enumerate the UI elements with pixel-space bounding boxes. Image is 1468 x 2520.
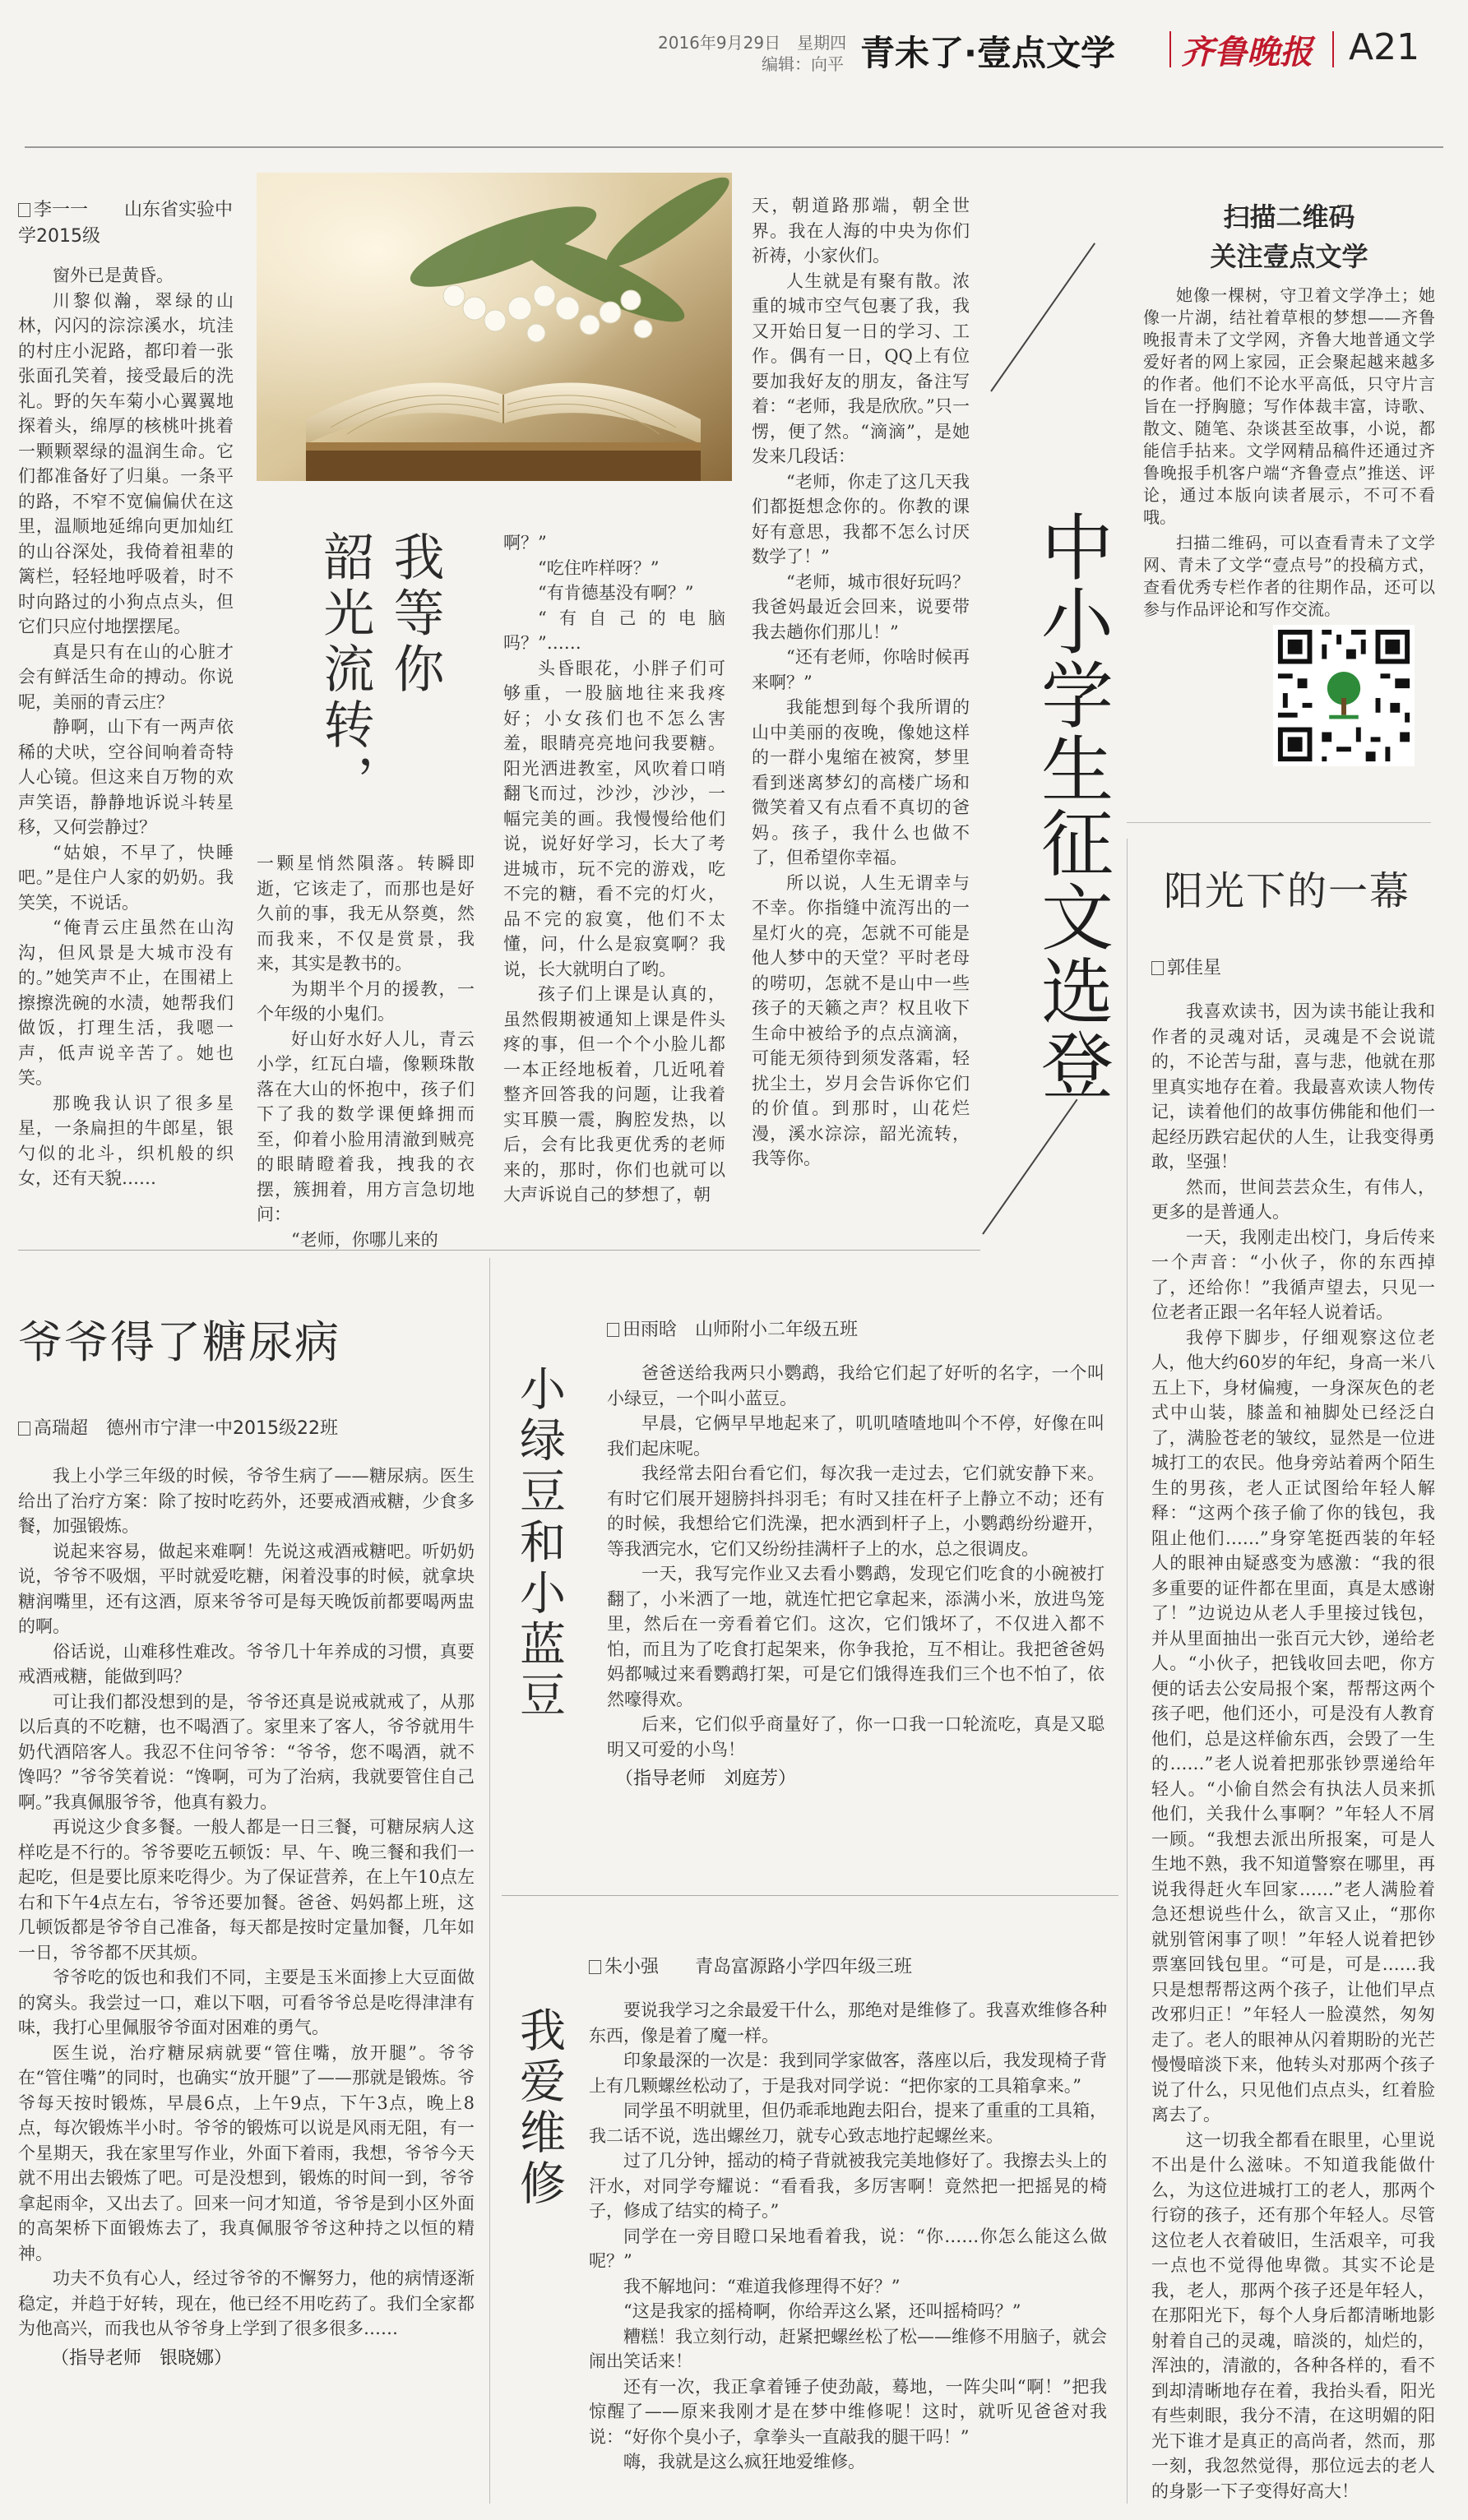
divider-a1-bottom [18,1250,980,1251]
header-divider [1169,31,1171,67]
paragraph: 印象最深的一次是：我到同学家做客，落座以后，我发现椅子背上有几颗螺丝松动了，于是我对同学说：“把你家的工具箱拿来。” [589,2051,1107,2096]
article2-teacher: （指导老师 银晓娜） [51,2347,233,2369]
divider-right-col [1127,839,1128,2504]
page-header [0,0,1468,86]
paragraph: “老师，城市很好玩吗？我爸妈最近会回来，说要带我去趟你们那儿！” [752,571,970,642]
article3-body [607,1361,1104,1792]
divider-a3-bottom [502,1895,1118,1896]
page-number: A21 [1349,26,1420,68]
article5-title: 阳光下的一幕 [1164,868,1411,914]
qr-instructions: 扫描二维码，可以查看青未了文学网、青未了文学“壹点号”的投稿方式，查看优秀专栏作者的往期作品，还可以参与作品评论和写作交流。 [1143,533,1435,619]
section-title: 青未了·壹点文学 [860,33,1115,73]
paragraph: 过了几分钟，摇动的椅子背就被我完美地修好了。我擦去头上的汗水，对同学夸耀说：“看看我，多厉害啊！竟然把一把摇晃的椅子，修成了结实的椅子。” [589,2151,1107,2221]
paragraph: 头昏眼花，小胖子们可够重，一股脑地往来我疼好；小女孩们也不怎么害羞，眼睛亮亮地问我要糖。阳光洒进教室，风吹着口哨翻飞而过，沙沙，沙沙，一幅完美的画。我慢慢给他们说，说好好学习，长大了考进城市，玩不完的游戏，吃不完的糖，看不完的灯火，品不完的寂寞，他们不太懂，问，什么是寂寞啊？我说，长大就明白了哟。 [503,658,725,979]
paragraph: 好山好水好人儿，青云小学，红瓦白墙，像颗珠散落在大山的怀抱中，孩子们下了我的数学课便蜂拥而至，仰着小脸用清澈到贼亮的眼睛瞪着我，拽我的衣摆，簇拥着，用方言急切地问： [257,1029,475,1224]
article1-col4 [752,193,970,1172]
paragraph: 早晨，它俩早早地起来了，叽叽喳喳地叫个不停，好像在叫我们起床呢。 [607,1413,1104,1459]
paragraph: 窗外已是黄昏。 [53,266,174,285]
header-divider-2 [1332,31,1334,67]
paragraph: “老师，你哪儿来的 [291,1229,438,1250]
paragraph: 俗话说，山难移性难改。爷爷几十年养成的习惯，真要戒酒戒糖，能做到吗？ [18,1641,475,1686]
divider-a2-right [489,1258,490,2504]
byline-box-icon [589,1960,601,1974]
byline-box-icon [1151,961,1164,975]
paragraph: 我不解地问：“难道我修理得不好？” [623,2276,901,2296]
paragraph: “这是我家的摇椅啊，你给弄这么紧，还叫摇椅吗？” [623,2301,1021,2321]
paragraph: 同学虽不明就里，但仍乖乖地跑去阳台，提来了重重的工具箱，我二话不说，选出螺丝刀，就专心致志地拧起螺丝来。 [589,2101,1107,2146]
qr-heading-2: 关注壹点文学 [1210,241,1368,272]
header-editor: 编辑：向平 [762,54,844,74]
paragraph: 糟糕！我立刻行动，赶紧把螺丝松了松——维修不用脑子，就会闹出笑话来！ [589,2326,1107,2371]
paragraph: 我喜欢读书，因为读书能让我和作者的灵魂对话，灵魂是不会说谎的，不论苦与甜，喜与悲，他就在那里真实地存在着。我最喜欢读人物传记，读着他们的故事仿佛能和他们一起经历跌宕起伏的人生，让我变得勇敢，坚强！ [1151,1001,1435,1172]
banner-slash-top [990,243,1095,391]
paragraph: 说起来容易，做起来难啊！先说这戒酒戒糖吧。听奶奶说，爷爷不吸烟，平时就爱吃糖，闲着没事的时候，就拿块糖润嘴里，还有这酒，原来爷爷可是每天晚饭前都要喝两盅的啊。 [18,1541,475,1636]
paragraph: 医生说，治疗糖尿病就要“管住嘴，放开腿”。爷爷在“管住嘴”的同时，也确实“放开腿”了——那就是锻炼。爷爷每天按时锻炼，早晨6点，上午9点，下午3点，晚上8点，每次锻炼半小时。爷爷的锻炼可以说是风雨无阻，有一个星期天，我在家里写作业，外面下着雨，我想，爷爷今天就不用出去锻炼了吧。可是没想到，锻炼的时间一到，爷爷拿起雨伞，又出去了。回来一问才知道，爷爷是到小区外面的高架桥下面锻炼去了，我真佩服爷爷这种持之以恒的精神。 [18,2042,475,2263]
paragraph: 功夫不负有心人，经过爷爷的不懈努力，他的病情逐渐稳定，并趋于好转，现在，他已经不用吃药了。我们全家都为他高兴，而我也从爷爷身上学到了很多很多…… [18,2268,475,2338]
qr-box-rule [1127,822,1431,823]
byline-box-icon [18,1422,30,1436]
paragraph: 真是只有在山的心脏才会有鲜活生命的搏动。你说呢，美丽的青云庄？ [18,641,234,712]
article1-author: 李一一 山东省实验中学2015级 [18,200,234,247]
paragraph: 人生就是有聚有散。浓重的城市空气包裹了我，我又开始日复一日的学习、工作。偶有一日，QQ上有位要加我好友的朋友，备注写着：“老师，我是欣欣。”只一愣，便了然。“滴滴”，是她发来几段话： [752,270,970,466]
paragraph: “俺青云庄虽然在山沟沟，但风景是大城市没有的。”她笑声不止，在围裙上擦擦洗碗的水渍，她帮我们做饭，打理生活，我嗯一声，低声说辛苦了。她也笑。 [18,918,234,1088]
paragraph: “还有老师，你啥时候再来啊？” [752,647,970,692]
paragraph: 这一切我全都看在眼里，心里说不出是什么滋味。不知道我能做什么，为这位进城打工的老人，那两个行窃的孩子，还有那个年轻人。尽管这位老人衣着破旧，生活艰辛，可我一点也不觉得他卑微。其实不论是我，老人，那两个孩子还是年轻人，在那阳光下，每个人身后都清晰地影射着自己的灵魂，暗淡的，灿烂的，浑浊的，清澈的，各种各样的，看不到却清晰地存在着，我抬头看，阳光有些刺眼，我分不清，在这明媚的阳光下谁才是真正的高尚者，然而，那一刻，我忽然觉得，那位远去的老人的身影一下子变得好高大！ [1151,2129,1435,2501]
article2-author: 高瑞超 德州市宁津一中2015级22班 [18,1414,338,1440]
qr-heading-1: 扫描二维码 [1223,201,1355,233]
article4-title: 我爱维修 [512,2006,566,2210]
byline-box-icon [18,203,30,217]
paragraph: 然而，世间芸芸众生，有伟人，更多的是普通人。 [1151,1177,1435,1222]
article1-col1 [18,263,234,1191]
qr-code-icon[interactable] [1273,625,1415,766]
paragraph: “吃住咋样呀？” [538,557,660,578]
paragraph: 可让我们都没想到的是，爷爷还真是说戒就戒了，从那以后真的不吃糖，也不喝酒了。家里来了客人，爷爷就用牛奶代酒陪客人。我忍不住问爷爷：“爷爷，您不喝酒，就不馋吗？”爷爷笑着说：“馋啊，可为了治病，我就要管住自己啊。”我真佩服爷爷，他真有毅力。 [18,1691,475,1812]
paragraph: “姑娘，不早了，快睡吧。”是住户人家的奶奶。我笑笑，不说话。 [18,842,234,913]
paragraph: 我停下脚步，仔细观察这位老人，他大约60岁的年纪，身高一米八五上下，身材偏瘦，一身深灰色的老式中山装，膝盖和袖脚处已经泛白了，满脸苍老的皱纹，显然是一位进城打工的农民。他身旁站着两个陌生生的男孩，老人正试图给年轻人解释：“这两个孩子偷了你的钱包，我阻止他们……”身穿笔挺西装的年轻人的眼神由疑惑变为感激：“我的很多重要的证件都在里面，真是太感谢了！”边说边从老人手里接过钱包，并从里面抽出一张百元大钞，递给老人。“小伙子，把钱收回去吧，你方便的话去公安局报个案，帮帮这两个孩子吧，他们还小，可是没有人教育他们，总是这样偷东西，会毁了一生的……”老人说着把那张钞票递给年轻人。“小偷自然会有执法人员来抓他们，关我什么事啊？”年轻人不屑一顾。“我想去派出所报案，可是人生地不熟，我不知道警察在哪里，再说我得赶火车回家……”老人满脸着急还想说些什么，欲言又止，“那你就别管闲事了呗！”年轻人说着把钞票塞回钱包里。“可是，可是……我只是想帮帮这两个孩子，让他们早点改邪归正！”年轻人一脸漠然，匆匆走了。老人的眼神从闪着期盼的光芒慢慢暗淡下来，他转头对那两个孩子说了什么，只见他们点点头，红着脸离去了。 [1151,1327,1435,2125]
article1-col2 [257,851,475,1252]
paragraph: 静啊，山下有一两声依稀的犬吠，空谷间响着奇特人心镜。但这来自万物的欢声笑语，静静地诉说斗转星移，又何尝静过？ [18,717,234,837]
paragraph: 我经常去阳台看它们，每次我一走过去，它们就安静下来。有时它们展开翅膀抖抖羽毛；有时又挂在杆子上静立不动；还有的时候，我想给它们洗澡，把水洒到杆子上，小鹦鹉纷纷避开，等我洒完水，它们又纷纷挂满杆子上的水，总之很调皮。 [607,1463,1104,1559]
header-rule [25,146,1443,148]
paragraph: 为期半个月的援教，一个年级的小鬼们。 [257,978,475,1024]
paragraph: 所以说，人生无谓幸与不幸。你指缝中流泻出的一星灯火的亮，怎就不可能是他人梦中的天堂？平时老母的唠叨，怎就不是山中一些孩子的天籁之声？权且收下生命中被给予的点点滴滴，可能无须待到须发落霜，轻扰尘土，岁月会告诉你它们的价值。到那时，山花烂漫，溪水淙淙，韶光流转，我等你。 [752,872,970,1168]
paragraph: 一颗星悄然隕落。转瞬即逝，它该走了，而那也是好久前的事，我无从祭奠，然而我来，不仅是赏景，我来，其实是教书的。 [257,853,475,973]
paragraph: 嗨，我就是这么疯狂地爱维修。 [623,2452,865,2471]
article1-title-line1: 我等你 [385,530,445,698]
article4-author: 朱小强 青岛富源路小学四年级三班 [589,1953,912,1978]
paragraph: 啊？” [503,533,547,553]
article2-body [18,1463,475,2371]
paragraph: 一天，我刚走出校门，身后传来一个声音：“小伙子，你的东西掉了，还给你！”我循声望去，只见一位老者正跟一名年轻人说着话。 [1151,1227,1435,1322]
book-flower-photo [257,173,732,481]
paragraph: 那晚我认识了很多星星，一条扁担的牛郎星，银勺似的北斗，织机般的织女，还有天貌…… [18,1093,234,1188]
article2-title: 爷爷得了糖尿病 [18,1316,340,1368]
paragraph: 爸爸送给我两只小鹦鹉，我给它们起了好听的名字，一个叫小绿豆，一个叫小蓝豆。 [607,1363,1104,1408]
paragraph: 我上小学三年级的时候，爷爷生病了——糖尿病。医生给出了治疗方案：除了按时吃药外，还要戒酒戒糖，少食多餐，加强锻炼。 [18,1466,475,1536]
paragraph: 我能想到每个我所谓的山中美丽的夜晚，像她这样的一群小鬼缩在被窝，梦里看到迷离梦幻的高楼广场和微笑着又有点看不真切的爸妈。孩子，我什么也做不了，但希望你幸福。 [752,697,970,867]
paragraph: 再说这少食多餐。一般人都是一日三餐，可糖尿病人这样吃是不行的。爷爷要吃五顿饭：早、午、晚三餐和我们一起吃，但是要比原来吃得少。为了保证营养，在上午10点左右和下午4点左右，爷爷还要加餐。爸爸、妈妈都上班，这几顿饭都是爷爷自己准备，每天都是按时定量加餐，几年如一日，爷爷都不厌其烦。 [18,1817,475,1963]
paragraph: 孩子们上课是认真的，虽然假期被通知上课是件头疼的事，但一个个小脸儿都一本正经地板着，几近吼着整齐回答我的问题，让我着实耳膜一震，胸腔发热，以后，会有比我更优秀的老师来的，那时，你们也就可以大声诉说自己的梦想了，朝 [503,984,725,1205]
paragraph: 爷爷吃的饭也和我们不同，主要是玉米面掺上大豆面做的窝头。我尝过一口，难以下咽，可看爷爷总是吃得津津有味，我打心里佩服爷爷面对困难的勇气。 [18,1967,475,2037]
banner-slash-bottom [982,1099,1077,1235]
paragraph: “老师，你走了这几天我们都挺想念你的。你教的课好有意思，我都不怎么讨厌数学了！” [752,471,970,566]
qr-intro: 她像一棵树，守卫着文学净土；她像一片湖，结社着草根的梦想——齐鲁晚报青未了文学网，齐鲁大地普通文学爱好者的网上家园，正会聚起越来越多的作者。他们不论水平高低，只守片言旨在一抒胸臆；写作体裁丰富，诗歌、散文、随笔、杂谈甚至故事，小说，都能信手拈来。文学网精品稿件还通过齐鲁晚报手机客户端“齐鲁壹点”推送、评论，通过本版向读者展示，不可不看哦。 [1143,285,1435,527]
header-date: 2016年9月29日 星期四 [658,33,847,53]
paragraph: 还有一次，我正拿着锤子使劲敲，蓦地，一阵尖叫“啊！”把我惊醒了——原来我刚才是在梦中维修呢！这时，就听见爸爸对我说：“好你个臭小子，拿拳头一直敲我的腿干吗！” [589,2376,1107,2447]
paragraph: 川黎似瀚，翠绿的山林，闪闪的淙淙溪水，坑洼的村庄小泥路，都印着一张张面孔笑着，接受最后的洗礼。野的矢车菊小心翼翼地探着头，绵厚的核桃叶挑着一颗颗翠绿的温润生命。它们都准备好了归巢。一条平的路，不窄不宽偏偏伏在这里，温顺地延绵向更加灿红的山谷深处，我倚着祖辈的篱栏，轻轻地呼吸着，时不时向路过的小狗点点头，但它们只应付地摆摆尾。 [18,290,234,636]
article4-body [589,1998,1107,2475]
banner-title: 中小学生征文选登 [1030,510,1114,1102]
paragraph: 一天，我写完作业又去看小鹦鹉，发现它们吃食的小碗被打翻了，小米洒了一地，就连忙把它拿起来，添满小米，放进鸟笼里，然后在一旁看着它们。这次，它们饿坏了，不仅进入都不怕，而且为了吃食打起架来，你争我抢，互不相让。我把爸爸妈妈都喊过来看鹦鹉打架，可是它们饿得连我们三个也不怕了，依然嚎得欢。 [607,1564,1104,1709]
article1-title-line2: 韶光流转， [315,530,375,810]
article3-title: 小绿豆和小蓝豆 [512,1365,566,1722]
brand-logo: 齐鲁晚报 [1181,33,1313,72]
article5-author: 郭佳星 [1151,954,1221,979]
paragraph: 后来，它们似乎商量好了，你一口我一口轮流吃，真是又聪明又可爱的小鸟！ [607,1714,1104,1759]
article3-author: 田雨晗 山师附小二年级五班 [607,1315,858,1341]
paragraph: 同学在一旁目瞪口呆地看着我，说：“你……你怎么能这么做呢？” [589,2226,1107,2271]
article5-body [1151,999,1435,2504]
paragraph: 天，朝道路那端，朝全世界。我在人海的中央为你们祈祷，小家伙们。 [752,196,970,266]
article3-teacher: （指导老师 刘庭芳） [615,1769,797,1789]
paragraph: “有肯德基没有啊？” [538,583,694,603]
paragraph: “有自己的电脑吗？”…… [503,608,725,653]
qr-box [1143,197,1435,818]
article1-col3 [503,530,725,1208]
paragraph: 要说我学习之余最爱干什么，那绝对是维修了。我喜欢维修各种东西，像是着了魔一样。 [589,2000,1107,2046]
byline-box-icon [607,1323,619,1337]
